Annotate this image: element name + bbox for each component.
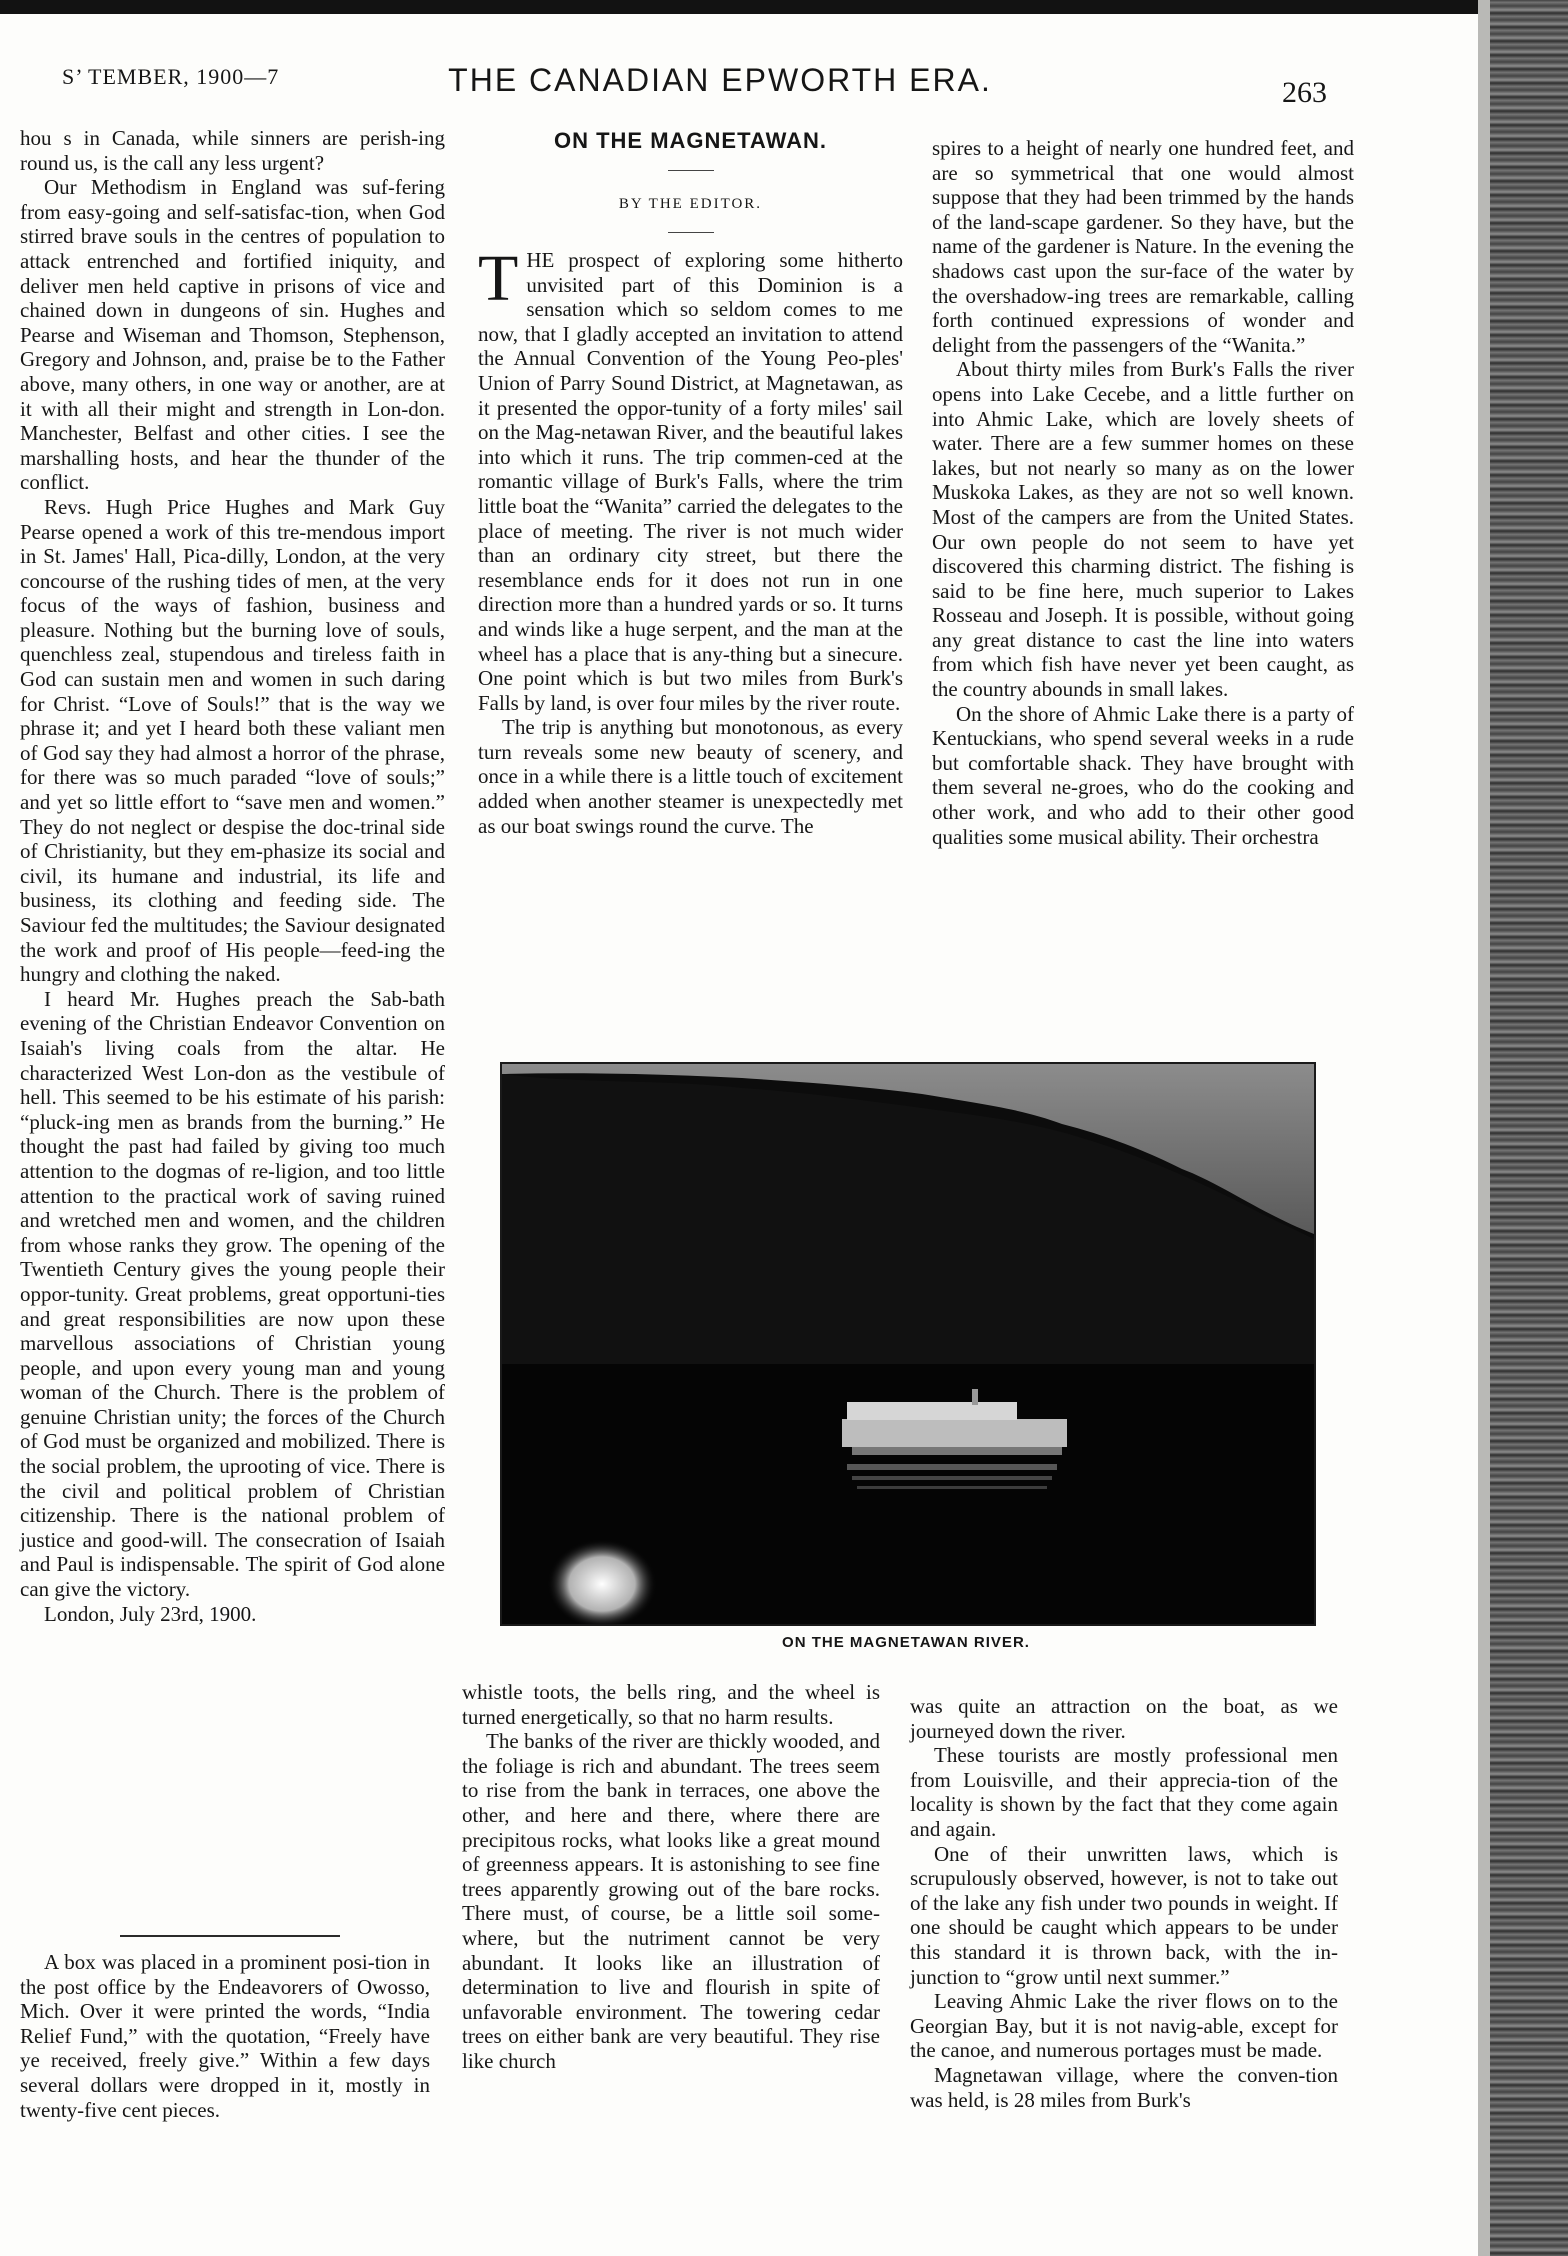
paragraph: On the shore of Ahmic Lake there is a party of Kentuckians, who spend several weeks in a rude but comfortable shack. They have brought with them several ne-groes, who do the cooking and other work, and who add to their other good qualities some musical ability. Their orchestra — [932, 701, 1354, 849]
paragraph: One of their unwritten laws, which is scrupulously observed, however, is not to take out of the lake any fish under two pounds in weight. If one should be caught which appears to be under this standard it is thrown back, with the in-junction to “grow until next summer.” — [910, 1841, 1338, 1989]
river-photograph — [500, 1062, 1316, 1626]
page-number: 263 — [1282, 76, 1327, 109]
paragraph: Revs. Hugh Price Hughes and Mark Guy Pearse opened a work of this tre-mendous import in St. James' Hall, Pica-dilly, London, at the very concourse of the rushing tides of men, at the very focus of the ways of fashion, business and pleasure. Nothing but the burning love of souls, quenchless zeal, stupendous and tireless faith in God can sustain men and women in such daring for Christ. “Love of Souls!” that is the way we phrase it; and yet I heard both these valiant men of God say they had almost a horror of the phrase, for there was so much paraded “love of souls;” and yet so little effort to “save men and women.” They do not neglect or despise the doc-trinal side of Christianity, but they em-phasize its social and civil, its humane and industrial, its life and business, its clothing and feeding side. The Saviour fed the multitudes; the Saviour designated the work and proof of His people—feed-ing the hungry and clothing the naked. — [20, 494, 445, 987]
paragraph: was quite an attraction on the boat, as we journeyed down the river. — [910, 1694, 1338, 1743]
column-middle — [478, 242, 903, 838]
paragraph: spires to a height of nearly one hundred feet, and are so symmetrical that one would almost suppose that they had been trimmed by the hands of the land-scape gardener. So they have, but the name of the gardener is Nature. In the evening the shadows cast upon the sur-face of the water by the overshadow-ing trees are remarkable, calling forth continued expressions of wonder and delight from the passengers of the “Wanita.” — [932, 136, 1354, 357]
river-scene-image — [502, 1064, 1314, 1624]
article-byline: BY THE EDITOR. — [618, 196, 763, 212]
column-right — [932, 136, 1354, 849]
dateline: London, July 23rd, 1900. — [44, 1601, 257, 1626]
paragraph: The trip is anything but monotonous, as every turn reveals some new beauty of scenery, and once in a while there is a little touch of excitement added when another steamer is unexpectedly met as our boat swings round the curve. The — [478, 715, 903, 838]
paragraph: I heard Mr. Hughes preach the Sab-bath evening of the Christian Endeavor Convention on Isaiah's living coals from the altar. He characterized West Lon-don as the vestibule of hell. This seemed to be his estimate of his parish: “pluck-ing men as brands from the burning.” He thought the past had failed by giving too much attention to the dogmas of re-ligion, and too little attention to the practical work of saving ruined and wretched men and women, and the children from whose ranks they grow. The opening of the Twentieth Century gives the young people their oppor-tunity. Great problems, great opportuni-ties and great responsibilities are now upon these marvellous associations of Christian young people, and upon every young man and young woman of the Church. There is the problem of genuine Christian unity; the forces of the Church of God must be organized and mobilized. There is the social problem, the uprooting of vice. There is the civil and political problem of Christian citizenship. There is the national problem of justice and good-will. The consecration of Isaiah and Paul is indispensable. The spirit of God alone can give the victory. — [20, 986, 445, 1602]
section-divider — [120, 1935, 340, 1937]
article-title: ON THE MAGNETAWAN. — [553, 128, 828, 153]
photo-caption: ON THE MAGNETAWAN RIVER. — [782, 1634, 1030, 1651]
paragraph: These tourists are mostly professional men from Louisville, and their apprecia-tion of the locality is shown by the fact that they come again and again. — [910, 1743, 1338, 1841]
paragraph: The banks of the river are thickly wooded, and the foliage is rich and abundant. The trees seem to rise from the bank in terraces, one above the other, and here and there, where there are precipitous rocks, what looks like a great mound of greenness appears. It is astonishing to see fine trees apparently growing out of the bare rocks. There must, of course, be a little soil some-where, but the nutriment cannot be very abundant. It looks like an illustration of determination to live and flourish in spite of unfavorable environment. The towering cedar trees on either bank are very beautiful. They rise like church — [462, 1729, 880, 2073]
paragraph: whistle toots, the bells ring, and the wheel is turned energetically, so that no harm results. — [462, 1680, 880, 1729]
paragraph: A box was placed in a prominent posi-tion in the post office by the Endeavorers of Owosso, Mich. Over it were printed the words, “India Relief Fund,” with the quotation, “Freely have ye received, freely give.” Within a few days several dollars were dropped in it, mostly in twenty-five cent pieces. — [20, 1950, 430, 2122]
column-middle-bottom — [462, 1680, 880, 2074]
paragraph: Magnetawan village, where the conven-tion was held, is 28 miles from Burk's — [910, 2062, 1338, 2112]
paragraph: Our Methodism in England was suf-fering from easy-going and self-satisfac-tion, when God stirred brave souls in the centres of population to attack entrenched and fortified iniquity, and deliver men held captive in prisons of vice and chained down in dungeons of sin. Hughes and Pearse and Wiseman and Thomson, Stephenson, Gregory and Johnson, and, praise be to the Father above, many others, in one way or another, are at it with all their might and strength in Lon-don. Manchester, Belfast and other cities. I see the marshalling hosts, and hear the thunder of the conflict. — [20, 175, 445, 495]
header-date: S’ TEMBER, 1900—7 — [62, 64, 280, 89]
paragraph: hou s in Canada, while sinners are perish-ing round us, is the call any less urgent? — [20, 126, 445, 175]
magazine-title: THE CANADIAN EPWORTH ERA. — [448, 62, 992, 98]
column-left-note — [20, 1950, 430, 2122]
book-spine — [1490, 0, 1568, 2256]
byline-rule — [668, 232, 714, 233]
column-right-bottom — [910, 1694, 1338, 2112]
top-border — [0, 0, 1490, 14]
paragraph: Leaving Ahmic Lake the river flows on to the Georgian Bay, but it is not navig-able, except for the canoe, and numerous portages must be made. — [910, 1989, 1338, 2063]
title-rule — [668, 170, 714, 171]
drop-cap: T — [478, 242, 519, 315]
paragraph: THE prospect of exploring some hitherto unvisited part of this Dominion is a sensation which so seldom comes to me now, that I gladly accepted an invitation to attend the Annual Convention of the Young Peo-ples' Union of Parry Sound District, at Magnetawan, as it presented the oppor-tunity of a forty miles' sail on the Mag-netawan River, and the beautiful lakes into which it runs. The trip commen-ced at the romantic village of Burk's Falls, where the trim little boat the “Wanita” carried the delegates to the place of meeting. The river is not much wider than an ordinary city street, but there the resemblance ends for it does not run in one direction more than a hundred yards or so. It turns and winds like a huge serpent, and the man at the wheel has a place that is any-thing but a sinecure. One point which is but two miles from Burk's Falls by land, is over four miles by the river route. — [478, 242, 903, 715]
paragraph: About thirty miles from Burk's Falls the river opens into Lake Cecebe, and a little further on into Ahmic Lake, which are lovely sheets of water. There are a few summer homes on these lakes, but not nearly so many as on the lower Muskoka Lakes, as they are not so well known. Most of the campers are from the United States. Our own people do not seem to have yet discovered this charming district. The fishing is said to be fine here, much superior to Lakes Rosseau and Joseph. It is possible, without going any great distance to cast the line into waters from which fish have never yet been caught, as the country abounds in small lakes. — [932, 357, 1354, 702]
column-left — [20, 126, 445, 1626]
